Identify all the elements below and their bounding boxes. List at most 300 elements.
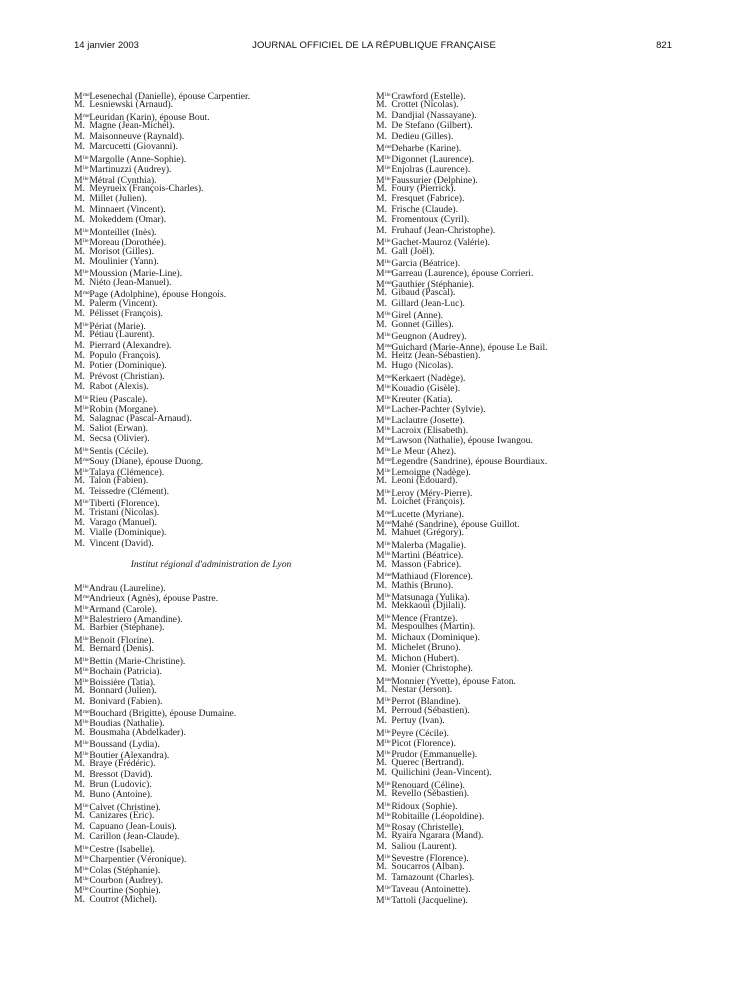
person-name: Bernard (Denis).	[89, 643, 154, 655]
person-name: Prévost (Christian).	[89, 370, 165, 382]
civility-title: $M^{me}$	[376, 456, 392, 468]
person-name: Faussurier (Delphine).	[391, 174, 478, 186]
person-name: Boudias (Nathalie).	[89, 718, 165, 730]
civility-title: M.	[376, 840, 387, 852]
civility-title: $M^{me}$	[376, 571, 392, 583]
person-name: Enjolras (Laurence).	[391, 164, 471, 176]
list-item	[376, 320, 676, 330]
civility-title: $M^{lle}$	[74, 466, 89, 478]
person-name: Ridoux (Sophie).	[391, 800, 458, 812]
person-name: Mathis (Bruno).	[391, 579, 454, 591]
civility-title: $M^{lle}$	[74, 404, 89, 416]
list-item	[376, 476, 676, 486]
person-name: Lesniewski (Arnaud).	[89, 99, 174, 111]
person-name: Gillard (Jean-Luc).	[391, 297, 465, 309]
civility-title: M.	[74, 349, 85, 361]
person-name: Kerkaert (Nadège).	[391, 372, 466, 384]
person-name: Bochain (Patricia).	[89, 666, 162, 678]
list-item	[376, 414, 676, 424]
person-name: Bettin (Marie-Christine).	[89, 655, 186, 667]
list-item	[376, 403, 676, 416]
person-name: Gibaud (Pascal).	[391, 287, 456, 299]
person-name: Millet (Julien).	[89, 193, 147, 205]
civility-title: $M^{lle}$	[74, 226, 89, 238]
list-item	[74, 393, 354, 403]
civility-title: M.	[74, 758, 85, 770]
civility-title: M.	[74, 726, 85, 738]
person-name: Talon (Fabien).	[89, 475, 149, 487]
person-name: Kouadio (Gisèle).	[391, 383, 461, 395]
person-name: Sentis (Cécile).	[89, 445, 149, 457]
list-item	[376, 455, 676, 468]
person-name: Barbier (Stéphane).	[89, 622, 165, 634]
person-name: Minnaert (Vincent).	[89, 203, 166, 215]
list-item	[376, 716, 676, 726]
person-name: Leroy (Méry-Pierre).	[391, 487, 473, 499]
right-column	[376, 90, 676, 904]
name-list-top	[74, 90, 354, 549]
civility-title: $M^{lle}$	[376, 592, 391, 603]
civility-title: $M^{lle}$	[376, 383, 391, 395]
person-name: Ryaira Ngarara (Mand).	[391, 830, 484, 842]
civility-title: $M^{lle}$	[74, 718, 89, 730]
person-name: Leoni (Edouard).	[391, 475, 458, 487]
civility-title: M.	[376, 496, 387, 508]
person-name: Niéto (Jean-Manuel).	[89, 276, 172, 288]
person-name: Legendre (Sandrine), épouse Bourdiaux.	[391, 456, 548, 468]
list-item	[74, 790, 354, 800]
civility-title: M.	[74, 141, 85, 153]
person-name: Monnier (Yvette), épouse Faton.	[391, 675, 516, 687]
civility-title: $M^{lle}$	[74, 739, 89, 751]
list-item	[376, 424, 676, 434]
person-name: Prudor (Emmanuelle).	[391, 748, 478, 760]
civility-title: $M^{lle}$	[376, 258, 391, 269]
civility-title: M.	[74, 789, 85, 801]
civility-title: $M^{lle}$	[376, 91, 391, 102]
person-name: Boissière (Tatia).	[89, 676, 156, 688]
person-name: Bousmaha (Abdelkader).	[89, 726, 186, 738]
civility-title: $M^{lle}$	[376, 414, 391, 426]
person-name: Potier (Dominique).	[89, 360, 167, 372]
person-name: Brun (Ludovic).	[89, 779, 152, 791]
civility-title: $M^{lle}$	[74, 885, 89, 897]
person-name: Teissedre (Clément).	[89, 485, 170, 497]
list-item	[74, 434, 354, 444]
civility-title: M.	[74, 370, 85, 382]
list-item	[74, 278, 354, 288]
person-name: Lacroix (Elisabeth).	[391, 425, 469, 436]
civility-title: M.	[74, 381, 85, 393]
person-name: Varago (Manuel).	[89, 516, 157, 528]
list-item	[74, 487, 354, 497]
person-name: Frische (Claude).	[391, 203, 459, 215]
journal-title: JOURNAL OFFICIEL DE LA RÉPUBLIQUE FRANÇAISE	[252, 40, 496, 51]
person-name: Courbon (Audrey).	[89, 874, 163, 886]
person-name: Mespoulhes (Martin).	[391, 621, 476, 633]
person-name: Laclautre (Josette).	[391, 414, 465, 426]
civility-title: $M^{me}$	[376, 372, 392, 384]
civility-title: $M^{lle}$	[376, 539, 391, 551]
civility-title: $M^{lle}$	[376, 153, 391, 165]
list-item	[376, 497, 676, 507]
civility-title: M.	[74, 527, 85, 539]
person-name: Gonnet (Gilles).	[391, 318, 454, 330]
list-item	[376, 800, 676, 810]
person-name: Vialle (Dominique).	[89, 527, 167, 539]
list-item	[74, 215, 354, 225]
person-name: Charpentier (Véronique).	[89, 854, 187, 866]
person-name: Page (Adolphine), épouse Hongois.	[89, 289, 227, 301]
list-item	[376, 685, 676, 695]
civility-title: $M^{lle}$	[376, 852, 391, 864]
person-name: Andrau (Laureline).	[88, 582, 166, 594]
civility-title: M.	[74, 831, 85, 843]
person-name: Michaux (Dominique).	[391, 631, 480, 643]
civility-title: M.	[376, 120, 387, 132]
person-name: Guichard (Marie-Anne), épouse Le Bail.	[391, 341, 548, 353]
civility-title: M.	[74, 768, 85, 780]
list-item	[74, 582, 354, 592]
list-item	[74, 895, 354, 905]
person-name: Quilichini (Jean-Vincent).	[391, 767, 492, 779]
person-name: Heitz (Jean-Sébastien).	[391, 349, 481, 361]
list-item	[74, 853, 354, 866]
person-name: Hugo (Nicolas).	[391, 360, 454, 372]
person-name: Moulinier (Yann).	[89, 256, 159, 267]
person-name: Lacher-Pachter (Sylvie).	[391, 404, 486, 416]
civility-title: $M^{lle}$	[74, 864, 89, 876]
list-item	[376, 601, 676, 611]
person-name: Boutier (Alexandra).	[89, 749, 170, 761]
person-name: Garreau (Laurence), épouse Corrieri.	[391, 268, 534, 280]
list-item	[376, 810, 676, 823]
civility-title: $M^{lle}$	[376, 894, 391, 906]
person-name: Populo (François).	[89, 349, 161, 361]
civility-title: $M^{lle}$	[376, 727, 391, 739]
person-name: Maisonneuve (Raynald).	[89, 130, 185, 142]
civility-title: $M^{lle}$	[376, 393, 391, 405]
person-name: Monier (Christophe).	[391, 663, 473, 675]
civility-title: M.	[74, 193, 85, 205]
list-item	[376, 142, 676, 155]
list-item	[376, 257, 676, 267]
civility-title: M.	[74, 214, 85, 226]
person-name: Tattoli (Jacqueline).	[391, 894, 468, 906]
civility-title: M.	[376, 757, 387, 768]
civility-title: M.	[74, 685, 85, 697]
civility-title: M.	[376, 579, 387, 591]
person-name: Monteillet (Inès).	[89, 226, 157, 238]
civility-title: $M^{lle}$	[74, 614, 89, 626]
list-item	[74, 738, 354, 751]
section-title: Institut régional d'administration de Lyon	[130, 559, 292, 571]
person-name: Martinuzzi (Audrey).	[89, 164, 172, 176]
list-item	[376, 382, 676, 395]
civility-title: M.	[376, 871, 387, 883]
list-item	[376, 842, 676, 852]
civility-title: M.	[74, 182, 85, 194]
civility-title: $M^{lle}$	[74, 676, 89, 688]
person-name: Pétiau (Laurent).	[89, 329, 155, 341]
civility-title: M.	[376, 652, 387, 664]
civility-title: M.	[376, 297, 387, 309]
list-item	[376, 226, 676, 236]
civility-title: $M^{lle}$	[376, 310, 391, 322]
list-item	[376, 393, 676, 403]
list-item	[74, 539, 354, 549]
person-name: Lemoigne (Nadège).	[391, 466, 471, 478]
person-name: Crottet (Nicolas).	[391, 99, 459, 111]
civility-title: $M^{lle}$	[376, 237, 391, 249]
person-name: Lesenechal (Danielle), épouse Carpentier.	[89, 91, 251, 102]
list-item	[376, 768, 676, 778]
list-item	[376, 132, 676, 142]
civility-title: M.	[74, 203, 85, 215]
person-name: Foury (Pierrick).	[391, 182, 456, 194]
list-item	[376, 737, 676, 750]
civility-title: M.	[74, 329, 85, 341]
person-name: Mathiaud (Florence).	[391, 571, 473, 583]
civility-title: M.	[74, 130, 85, 142]
person-name: Pertuy (Ivan).	[391, 715, 445, 727]
civility-title: M.	[74, 537, 85, 549]
civility-title: M.	[376, 203, 387, 215]
person-name: Revello (Sébastien).	[391, 788, 470, 800]
civility-title: M.	[376, 99, 387, 111]
person-name: Rosay (Christelle).	[391, 821, 464, 833]
person-name: Crawford (Estelle).	[391, 91, 466, 102]
person-name: Querec (Bertrand).	[391, 757, 464, 768]
civility-title: M.	[74, 276, 85, 288]
list-item	[376, 361, 676, 371]
person-name: Gauthier (Stéphanie).	[391, 278, 474, 290]
civility-title: M.	[376, 704, 387, 716]
person-name: Bressot (David).	[89, 768, 153, 780]
person-name: Carillon (Jean-Claude).	[89, 831, 180, 843]
civility-title: M.	[376, 788, 387, 800]
civility-title: $M^{lle}$	[376, 425, 391, 436]
civility-title: $M^{me}$	[74, 111, 90, 123]
person-name: Perroud (Sébastien).	[391, 704, 470, 716]
civility-title: $M^{lle}$	[74, 634, 89, 646]
civility-title: M.	[376, 214, 387, 226]
person-name: De Stefano (Gilbert).	[391, 120, 473, 132]
civility-title: M.	[376, 224, 387, 236]
person-name: Palerm (Vincent).	[89, 297, 158, 309]
person-name: Fruhauf (Jean-Christophe).	[391, 224, 496, 236]
civility-title: $M^{me}$	[376, 143, 392, 155]
person-name: Magne (Jean-Michel).	[89, 120, 175, 132]
civility-title: $M^{lle}$	[74, 749, 89, 761]
civility-title: $M^{lle}$	[74, 153, 89, 165]
person-name: Martini (Béatrice).	[391, 550, 464, 562]
list-item	[74, 445, 354, 455]
civility-title: $M^{lle}$	[74, 237, 89, 249]
civility-title: M.	[376, 130, 387, 142]
person-name: Mekkaoui (Djilali).	[391, 600, 467, 612]
civility-title: $M^{lle}$	[74, 801, 89, 813]
civility-title: $M^{lle}$	[74, 393, 89, 405]
list-item	[376, 163, 676, 176]
list-item	[74, 592, 354, 605]
civility-title: $M^{me}$	[74, 456, 90, 468]
person-name: Robin (Morgane).	[89, 404, 159, 416]
civility-title: M.	[74, 256, 85, 267]
list-item	[74, 707, 354, 717]
civility-title: M.	[74, 360, 85, 372]
civility-title: $M^{lle}$	[376, 612, 391, 624]
civility-title: $M^{me}$	[74, 289, 90, 301]
civility-title: $M^{me}$	[376, 268, 392, 280]
civility-title: $M^{lle}$	[74, 655, 89, 667]
civility-title: M.	[74, 485, 85, 497]
list-item	[376, 445, 676, 455]
civility-title: M.	[376, 182, 387, 194]
list-item	[74, 832, 354, 842]
civility-title: M.	[74, 475, 85, 487]
person-name: Saliot (Erwan).	[89, 423, 149, 434]
list-item	[376, 528, 676, 538]
list-item	[74, 665, 354, 678]
civility-title: M.	[376, 861, 387, 873]
page-number: 821	[656, 40, 672, 51]
list-item	[376, 247, 676, 257]
person-name: Fresquet (Fabrice).	[391, 193, 465, 205]
civility-title: M.	[376, 663, 387, 675]
person-name: Soucarros (Alban).	[391, 861, 465, 873]
civility-title: M.	[376, 558, 387, 570]
person-name: Taveau (Antoinette).	[391, 884, 471, 896]
person-name: Perrot (Blandine).	[391, 696, 461, 708]
person-name: Deharbe (Karine).	[391, 143, 462, 155]
civility-title: $M^{me}$	[376, 518, 392, 530]
person-name: Lawson (Nathalie), épouse Iwangou.	[391, 435, 533, 447]
person-name: Pierrard (Alexandre).	[89, 339, 172, 351]
list-item	[376, 153, 676, 163]
person-name: Pélisset (François).	[89, 308, 163, 320]
person-name: Vincent (David).	[89, 537, 154, 549]
civility-title: M.	[376, 475, 387, 487]
civility-title: M.	[376, 830, 387, 842]
civility-title: $M^{me}$	[376, 508, 392, 520]
person-name: Moreau (Dorothée).	[89, 237, 167, 249]
person-name: Souy (Diane), épouse Duong.	[89, 456, 204, 468]
civility-title: M.	[74, 643, 85, 655]
civility-title: $M^{me}$	[74, 707, 90, 719]
civility-title: M.	[376, 245, 387, 257]
list-item	[74, 655, 354, 665]
list-item	[74, 864, 354, 874]
list-item	[74, 100, 354, 110]
person-name: Andrieux (Agnès), épouse Pastre.	[88, 593, 219, 605]
civility-title: $M^{lle}$	[376, 550, 391, 562]
civility-title: $M^{lle}$	[376, 174, 391, 186]
person-name: Mence (Frantze).	[391, 612, 458, 624]
civility-title: $M^{lle}$	[376, 821, 391, 833]
person-name: Geugnon (Audrey).	[391, 331, 467, 343]
list-item	[74, 382, 354, 392]
civility-title: M.	[74, 820, 85, 832]
civility-title: $M^{me}$	[376, 435, 392, 447]
person-name: Armand (Carole).	[88, 603, 158, 615]
civility-title: M.	[74, 245, 85, 257]
person-name: Buno (Antoine).	[89, 789, 153, 801]
person-name: Salagnac (Pascal-Arnaud).	[89, 412, 192, 424]
person-name: Bonnard (Julien).	[89, 685, 157, 697]
list-item	[376, 894, 676, 904]
name-list-right	[376, 90, 676, 904]
person-name: Calvet (Christine).	[89, 801, 161, 813]
civility-title: $M^{lle}$	[74, 164, 89, 176]
civility-title: M.	[74, 99, 85, 111]
person-name: Mahuet (Grégory).	[391, 527, 464, 539]
civility-title: $M^{lle}$	[74, 320, 89, 332]
person-name: Rieu (Pascale).	[89, 393, 148, 405]
list-item	[74, 309, 354, 319]
person-name: Moussion (Marie-Line).	[89, 268, 183, 280]
civility-title: M.	[376, 642, 387, 654]
person-name: Secsa (Olivier).	[89, 433, 150, 445]
list-item	[376, 560, 676, 570]
person-name: Capuano (Jean-Louis).	[89, 820, 177, 832]
person-name: Canizares (Eric).	[89, 810, 155, 822]
civility-title: $M^{lle}$	[74, 874, 89, 886]
list-item	[74, 728, 354, 738]
list-item	[376, 539, 676, 549]
person-name: Tamazount (Charles).	[391, 871, 475, 883]
civility-title: M.	[74, 433, 85, 445]
civility-title: $M^{lle}$	[376, 331, 391, 343]
civility-title: $M^{lle}$	[376, 738, 391, 750]
civility-title: $M^{me}$	[376, 675, 392, 687]
person-name: Courtine (Sophie).	[89, 885, 161, 897]
list-item	[376, 508, 676, 518]
person-name: Colas (Stéphanie).	[89, 864, 161, 876]
list-item	[74, 697, 354, 707]
civility-title: M.	[376, 360, 387, 372]
person-name: Picot (Florence).	[391, 738, 456, 750]
person-name: Tristani (Nicolas).	[89, 506, 160, 518]
person-name: Masson (Fabrice).	[391, 558, 462, 570]
civility-title: M.	[376, 287, 387, 299]
list-item	[376, 664, 676, 674]
list-item	[74, 142, 354, 152]
list-item	[74, 226, 354, 236]
civility-title: M.	[376, 767, 387, 779]
person-name: Matsunaga (Yulika).	[391, 592, 470, 603]
person-name: Peyre (Cécile).	[391, 727, 449, 739]
person-name: Braye (Frédéric).	[89, 758, 156, 770]
civility-title: M.	[376, 715, 387, 727]
person-name: Malerba (Magalie).	[391, 539, 466, 551]
person-name: Digonnet (Laurence).	[391, 153, 474, 165]
civility-title: $M^{me}$	[74, 91, 90, 102]
civility-title: $M^{lle}$	[376, 748, 391, 760]
person-name: Boussand (Lydia).	[89, 739, 160, 751]
list-item	[74, 153, 354, 163]
person-name: Cestre (Isabelle).	[89, 843, 155, 855]
person-name: Mahé (Sandrine), épouse Guillot.	[391, 518, 520, 530]
civility-title: $M^{lle}$	[376, 811, 391, 823]
civility-title: $M^{lle}$	[376, 164, 391, 176]
civility-title: $M^{lle}$	[376, 404, 391, 416]
list-item	[74, 874, 354, 884]
person-name: Balestriero (Amandine).	[89, 614, 183, 626]
civility-title: M.	[376, 683, 387, 695]
civility-title: M.	[74, 893, 85, 905]
civility-title: M.	[74, 810, 85, 822]
